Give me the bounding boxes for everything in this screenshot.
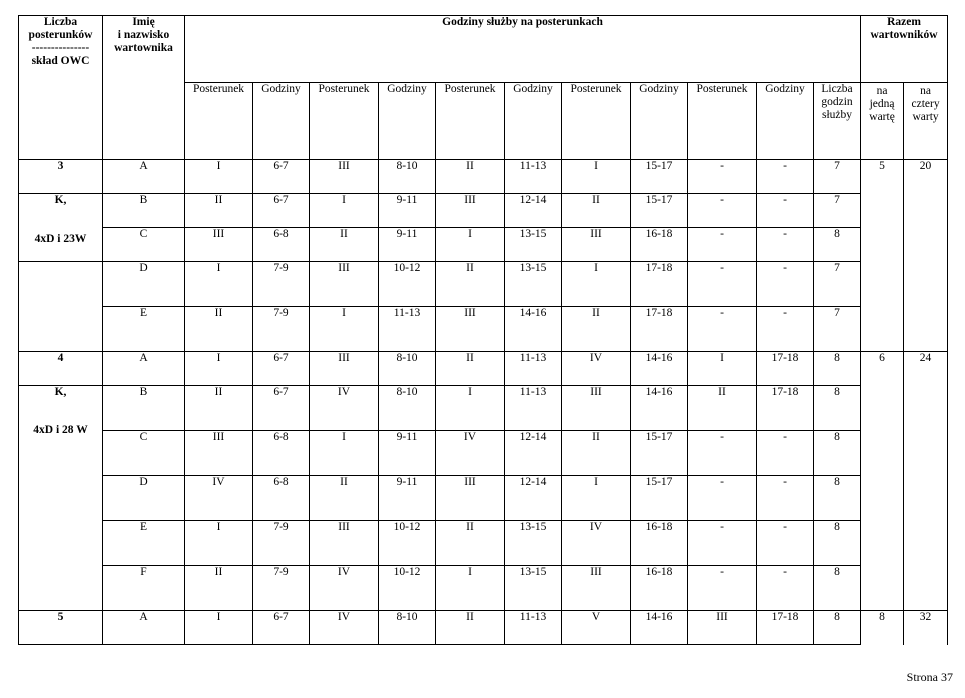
total-per-four-shifts: 32 [904,611,948,645]
header-posts-composition: Liczba posterunków --------------- skład OWC [19,16,103,160]
table-cell: 7-9 [253,262,310,307]
table-cell: III [310,160,379,194]
header-per-four-shifts: na cztery warty [904,83,948,160]
guard-name-cell: E [103,521,185,566]
table-row [19,386,948,431]
table-row [19,307,948,352]
table-cell: I [436,566,505,611]
table-cell: III [310,352,379,386]
table-cell: - [688,228,757,262]
table-cell: I [310,431,379,476]
post-group-label [19,262,103,352]
header-row-1 [19,16,948,83]
table-cell: III [562,386,631,431]
table-cell: - [688,160,757,194]
header-post-1: Posterunek [185,83,253,160]
table-cell: 14-16 [631,386,688,431]
table-cell: 6-7 [253,611,310,645]
table-cell: 15-17 [631,476,688,521]
table-row [19,352,948,386]
page-label: Strona [906,670,938,684]
table-row [19,228,948,262]
table-cell: 8 [814,228,861,262]
table-cell: 16-18 [631,521,688,566]
table-cell: 7-9 [253,307,310,352]
table-cell: 6-8 [253,228,310,262]
table-row [19,262,948,307]
table-cell: 9-11 [379,228,436,262]
table-cell: 12-14 [505,476,562,521]
table-cell: - [757,262,814,307]
table-cell: 8 [814,386,861,431]
table-cell: 11-13 [505,160,562,194]
table-cell: II [562,194,631,228]
table-cell: 13-15 [505,521,562,566]
table-cell: III [436,476,505,521]
table-cell: 11-13 [379,307,436,352]
table-cell: - [757,228,814,262]
table-cell: 10-12 [379,521,436,566]
table-cell: III [436,307,505,352]
table-cell: I [562,262,631,307]
post-group-label: 4 [19,352,103,386]
table-cell: II [310,476,379,521]
guard-name-cell: F [103,566,185,611]
table-cell: II [185,566,253,611]
table-row [19,194,948,228]
guard-name-cell: D [103,476,185,521]
table-row [19,160,948,194]
guard-name-cell: B [103,386,185,431]
table-cell: I [310,194,379,228]
table-cell: 6-7 [253,160,310,194]
header-hours-5: Godziny [757,83,814,160]
table-cell: I [185,262,253,307]
header-hours-4: Godziny [631,83,688,160]
table-cell: 8 [814,476,861,521]
table-cell: 15-17 [631,194,688,228]
table-cell: 8 [814,611,861,645]
post-group-label: 5 [19,611,103,645]
table-cell: 9-11 [379,476,436,521]
header-duty-hours: Godziny służby na posterunkach [185,16,861,83]
table-cell: 17-18 [757,352,814,386]
table-cell: 13-15 [505,228,562,262]
table-cell: 8-10 [379,386,436,431]
table-cell: III [436,194,505,228]
guard-name-cell: A [103,352,185,386]
table-cell: 10-12 [379,566,436,611]
header-post-5: Posterunek [688,83,757,160]
table-cell: 15-17 [631,160,688,194]
table-row [19,521,948,566]
table-cell: II [436,262,505,307]
guard-name-cell: A [103,160,185,194]
table-cell: 7 [814,307,861,352]
table-cell: III [688,611,757,645]
table-cell: 17-18 [757,611,814,645]
table-cell: III [185,431,253,476]
table-cell: II [688,386,757,431]
table-cell: II [436,611,505,645]
table-cell: - [757,521,814,566]
table-cell: III [310,521,379,566]
table-cell: III [562,228,631,262]
guard-name-cell: E [103,307,185,352]
table-cell: - [688,476,757,521]
table-cell: - [757,476,814,521]
table-cell: 6-7 [253,352,310,386]
header-service-hours: Liczba godzin służby [814,83,861,160]
header-guard-name: Imię i nazwisko wartownika [103,16,185,160]
table-cell: - [757,566,814,611]
table-cell: 12-14 [505,194,562,228]
table-cell: I [436,386,505,431]
table-cell: 6-7 [253,386,310,431]
table-cell: III [310,262,379,307]
header-post-4: Posterunek [562,83,631,160]
total-per-four-shifts: 20 [904,160,948,352]
header-hours-1: Godziny [253,83,310,160]
table-cell: IV [562,521,631,566]
table-cell: - [757,194,814,228]
table-cell: - [688,194,757,228]
table-cell: 13-15 [505,566,562,611]
guard-name-cell: C [103,228,185,262]
table-cell: 9-11 [379,431,436,476]
table-cell: 16-18 [631,228,688,262]
table-row [19,611,948,645]
guard-name-cell: D [103,262,185,307]
table-cell: I [436,228,505,262]
table-cell: 12-14 [505,431,562,476]
total-per-one-shift: 6 [861,352,904,611]
table-cell: 11-13 [505,352,562,386]
header-post-2: Posterunek [310,83,379,160]
table-cell: 9-11 [379,194,436,228]
table-cell: 17-18 [757,386,814,431]
table-cell: 8-10 [379,352,436,386]
header-total-guards: Razem wartowników [861,16,948,83]
table-cell: 8 [814,566,861,611]
table-cell: IV [310,611,379,645]
table-cell: 6-8 [253,431,310,476]
table-cell: 13-15 [505,262,562,307]
table-cell: - [757,160,814,194]
header-hours-3: Godziny [505,83,562,160]
table-cell: IV [310,386,379,431]
table-cell: 7-9 [253,521,310,566]
post-group-label: 3 [19,160,103,194]
table-cell: I [185,352,253,386]
table-cell: 17-18 [631,262,688,307]
table-cell: 17-18 [631,307,688,352]
guard-name-cell: C [103,431,185,476]
table-cell: II [185,194,253,228]
guard-name-cell: B [103,194,185,228]
table-cell: II [436,352,505,386]
page-number: 37 [941,670,953,684]
post-group-label: K, 4xD i 23W [19,194,103,262]
table-cell: 7-9 [253,566,310,611]
table-cell: - [757,431,814,476]
table-cell: 10-12 [379,262,436,307]
table-cell: 11-13 [505,386,562,431]
table-cell: II [436,521,505,566]
table-cell: IV [562,352,631,386]
table-cell: II [562,307,631,352]
table-cell: I [185,611,253,645]
table-cell: - [688,431,757,476]
table-cell: I [185,521,253,566]
total-per-one-shift: 8 [861,611,904,645]
table-cell: V [562,611,631,645]
table-cell: 14-16 [505,307,562,352]
guard-name-cell: A [103,611,185,645]
table-cell: I [185,160,253,194]
table-cell: 6-7 [253,194,310,228]
table-row [19,431,948,476]
table-cell: 8-10 [379,611,436,645]
table-cell: - [757,307,814,352]
table-cell: 8 [814,352,861,386]
guard-schedule-table [18,15,948,645]
total-per-one-shift: 5 [861,160,904,352]
header-per-one-shift: na jedną wartę [861,83,904,160]
table-cell: 7 [814,194,861,228]
table-row [19,476,948,521]
table-cell: - [688,566,757,611]
table-cell: I [562,160,631,194]
table-cell: - [688,521,757,566]
table-cell: 8 [814,521,861,566]
table-cell: II [436,160,505,194]
post-group-label: K, 4xD i 28 W [19,386,103,611]
table-cell: IV [185,476,253,521]
table-cell: 11-13 [505,611,562,645]
table-cell: 16-18 [631,566,688,611]
page-footer [907,670,953,685]
table-cell: 8-10 [379,160,436,194]
header-post-3: Posterunek [436,83,505,160]
table-cell: 7 [814,262,861,307]
table-cell: - [688,262,757,307]
table-cell: IV [310,566,379,611]
table-cell: IV [436,431,505,476]
table-cell: I [688,352,757,386]
table-cell: II [185,307,253,352]
table-cell: 8 [814,431,861,476]
header-hours-2: Godziny [379,83,436,160]
table-row [19,566,948,611]
table-cell: 7 [814,160,861,194]
table-cell: I [562,476,631,521]
table-cell: 14-16 [631,611,688,645]
total-per-four-shifts: 24 [904,352,948,611]
table-cell: - [688,307,757,352]
table-cell: 15-17 [631,431,688,476]
table-cell: II [185,386,253,431]
table-cell: 6-8 [253,476,310,521]
table-cell: II [562,431,631,476]
table-cell: III [562,566,631,611]
table-cell: II [310,228,379,262]
table-cell: III [185,228,253,262]
table-cell: 14-16 [631,352,688,386]
table-cell: I [310,307,379,352]
